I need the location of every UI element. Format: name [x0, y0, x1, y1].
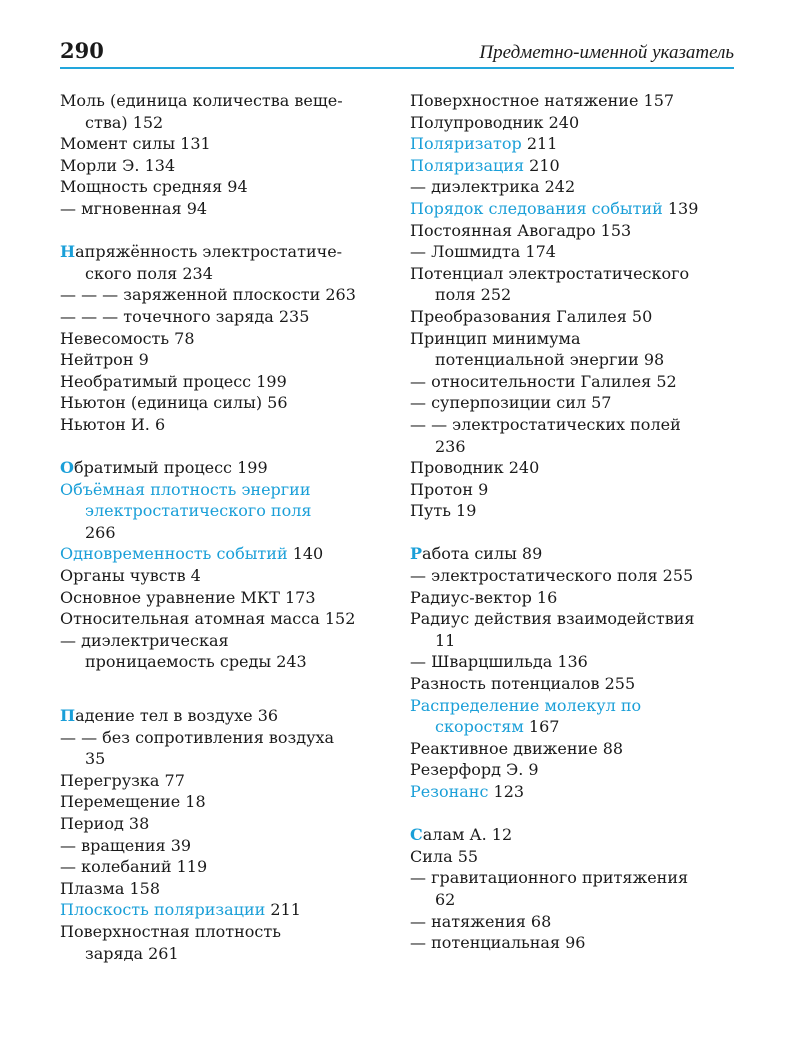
section-spacer — [410, 803, 740, 825]
index-entry — [410, 716, 740, 738]
highlighted-term: Объёмная плотность энергии — [60, 479, 311, 499]
index-entry — [410, 457, 740, 479]
section-spacer — [60, 436, 390, 458]
entry-text: Органы чувств 4 — [60, 566, 201, 586]
highlighted-term: Одновременность событий — [60, 544, 288, 564]
section-initial-letter: С — [410, 825, 423, 845]
entry-text: Поверхностное натяжение 157 — [410, 91, 675, 110]
entry-text: Полупроводник 240 — [410, 112, 580, 132]
entry-text: Проводник 240 — [410, 458, 540, 478]
entry-text: 211 — [265, 900, 301, 920]
entry-text: Поверхностная плотность — [60, 921, 281, 941]
index-entry — [60, 543, 390, 565]
entry-text: адение тел в воздухе 36 — [75, 706, 279, 726]
index-entry — [60, 198, 390, 220]
index-entry — [410, 565, 740, 587]
index-entry — [60, 943, 390, 965]
index-entry — [60, 522, 390, 544]
entry-text: алам А. 12 — [422, 825, 513, 845]
index-entry — [410, 543, 740, 565]
entry-text: проницаемость среды 243 — [85, 652, 307, 672]
highlighted-term: электростатического поля — [85, 501, 312, 521]
index-entry — [410, 587, 740, 609]
entry-text: потенциальной энергии 98 — [435, 350, 665, 370]
index-entry — [60, 921, 390, 943]
index-entry — [410, 133, 740, 155]
entry-text: 266 — [85, 522, 116, 542]
entry-text: — мгновенная 94 — [60, 198, 208, 218]
index-entry — [410, 436, 740, 458]
section-spacer — [60, 220, 390, 242]
index-entry — [410, 198, 740, 220]
entry-text: Ньютон И. 6 — [60, 414, 166, 434]
entry-text: 139 — [662, 198, 699, 218]
running-title: Предметно-именной указатель — [479, 42, 734, 63]
entry-text: 210 — [524, 155, 560, 175]
index-entry — [60, 856, 390, 878]
index-entry — [60, 133, 390, 155]
entry-text: — диэлектрика 242 — [410, 177, 576, 197]
entry-text: — — — заряженной плоскости 263 — [60, 285, 356, 305]
highlighted-term: Поляризатор — [410, 134, 522, 154]
entry-text: — вращения 39 — [60, 835, 192, 855]
index-entry — [410, 867, 740, 889]
entry-text: — Шварцшильда 136 — [410, 652, 588, 672]
entry-text: Постоянная Авогадро 153 — [410, 220, 632, 240]
entry-text: 11 — [435, 630, 456, 650]
entry-text: Резерфорд Э. 9 — [410, 760, 539, 780]
page-header — [60, 38, 734, 68]
index-entry — [60, 457, 390, 479]
highlighted-term: Поляризация — [410, 155, 525, 175]
index-entry — [60, 878, 390, 900]
entry-text: 62 — [435, 889, 456, 909]
entry-text: Протон 9 — [410, 479, 489, 499]
entry-text: Невесомость 78 — [60, 328, 195, 348]
index-entry — [410, 284, 740, 306]
index-entry — [410, 608, 740, 630]
index-entry — [410, 176, 740, 198]
entry-text: Период 38 — [60, 814, 150, 833]
index-entry — [410, 371, 740, 393]
index-entry — [60, 587, 390, 609]
index-entry — [60, 241, 390, 263]
index-entry — [410, 414, 740, 436]
index-entry — [60, 284, 390, 306]
index-entry — [60, 414, 390, 436]
highlighted-term: Плоскость поляризации — [60, 900, 266, 920]
entry-text: — Лошмидта 174 — [410, 242, 556, 262]
index-entry — [60, 263, 390, 285]
index-entry — [410, 630, 740, 652]
index-entry — [60, 608, 390, 630]
entry-text: Необратимый процесс 199 — [60, 371, 287, 391]
index-entry — [60, 813, 390, 835]
entry-text: 140 — [287, 544, 324, 564]
index-entry — [410, 500, 740, 522]
highlighted-term: Порядок следования событий — [410, 198, 663, 218]
index-entry — [410, 392, 740, 414]
section-initial-letter: О — [60, 458, 74, 478]
index-entry — [410, 306, 740, 328]
highlighted-term: скоростям — [435, 717, 524, 737]
entry-text: Радиус действия взаимодействия — [410, 609, 695, 629]
index-entry — [410, 932, 740, 954]
entry-text: Мощность средняя 94 — [60, 177, 248, 197]
entry-text: 123 — [488, 782, 525, 801]
entry-text: Реактивное движение 88 — [410, 738, 624, 758]
index-entry — [410, 889, 740, 911]
index-entry — [60, 727, 390, 749]
index-entry — [410, 112, 740, 134]
index-entry — [60, 306, 390, 328]
entry-text: Морли Э. 134 — [60, 155, 176, 175]
entry-text: Ньютон (единица силы) 56 — [60, 393, 288, 413]
entry-text: заряда 261 — [85, 943, 179, 963]
entry-text: 35 — [85, 749, 106, 769]
entry-text: ства) 152 — [85, 112, 164, 132]
entry-text: — относительности Галилея 52 — [410, 371, 677, 391]
index-column-right — [410, 90, 740, 954]
entry-text: Моль (единица количества веще- — [60, 91, 343, 110]
index-entry — [60, 155, 390, 177]
entry-text: Потенциал электростатического — [410, 263, 690, 283]
index-entry — [410, 911, 740, 933]
index-entry — [60, 500, 390, 522]
index-entry — [410, 155, 740, 177]
index-entry — [410, 241, 740, 263]
entry-text: — суперпозиции сил 57 — [410, 393, 612, 413]
index-entry — [410, 781, 740, 803]
entry-text: Принцип минимума — [410, 328, 581, 348]
index-entry — [60, 176, 390, 198]
entry-text: — колебаний 119 — [60, 857, 208, 877]
entry-text: поля 252 — [435, 285, 512, 305]
section-initial-letter: П — [60, 706, 76, 726]
entry-text: Разность потенциалов 255 — [410, 674, 636, 694]
index-entry — [410, 695, 740, 717]
highlighted-term: Распределение молекул по — [410, 695, 642, 715]
index-entry — [410, 328, 740, 350]
entry-text: 167 — [523, 717, 560, 737]
entry-text: братимый процесс 199 — [73, 458, 268, 478]
index-entry — [60, 630, 390, 652]
entry-text: Путь 19 — [410, 501, 477, 521]
index-entry — [410, 349, 740, 371]
index-entry — [60, 705, 390, 727]
entry-text: — гравитационного притяжения — [410, 868, 689, 888]
index-entry — [60, 392, 390, 414]
entry-text: — натяжения 68 — [410, 911, 552, 931]
index-entry — [410, 263, 740, 285]
entry-text: — — без сопротивления воздуха — [60, 727, 335, 747]
section-spacer — [410, 522, 740, 544]
entry-text: — диэлектрическая — [60, 630, 229, 650]
entry-text: Радиус-вектор 16 — [410, 587, 558, 607]
index-entry — [410, 220, 740, 242]
entry-text: Основное уравнение МКТ 173 — [60, 587, 316, 607]
index-entry — [60, 835, 390, 857]
index-entry — [60, 112, 390, 134]
entry-text: — потенциальная 96 — [410, 933, 586, 953]
entry-text: Перегрузка 77 — [60, 770, 185, 790]
header-rule — [60, 67, 734, 69]
index-entry — [410, 759, 740, 781]
index-column-left — [60, 90, 390, 964]
page-number: 290 — [60, 38, 104, 63]
entry-text: 211 — [521, 134, 558, 154]
index-entry — [410, 846, 740, 868]
index-entry — [60, 479, 390, 501]
index-entry — [60, 349, 390, 371]
entry-text: Перемещение 18 — [60, 792, 206, 812]
index-entry — [410, 479, 740, 501]
entry-text: — — — точечного заряда 235 — [60, 306, 310, 326]
index-entry — [60, 371, 390, 393]
entry-text: абота силы 89 — [422, 544, 543, 564]
index-entry — [410, 824, 740, 846]
section-initial-letter: Н — [60, 242, 76, 262]
index-entry — [60, 748, 390, 770]
entry-text: Сила 55 — [410, 846, 479, 866]
entry-text: — электростатического поля 255 — [410, 566, 694, 586]
index-entry — [60, 90, 390, 112]
index-entry — [60, 899, 390, 921]
index-entry — [60, 565, 390, 587]
section-initial-letter: Р — [410, 544, 423, 564]
entry-text: апряжённость электростатиче- — [75, 242, 343, 262]
index-entry — [410, 673, 740, 695]
index-entry — [60, 791, 390, 813]
entry-text: Момент силы 131 — [60, 134, 211, 154]
index-entry — [60, 328, 390, 350]
section-spacer — [60, 673, 390, 705]
entry-text: 236 — [435, 436, 466, 456]
index-entry — [60, 651, 390, 673]
index-entry — [410, 90, 740, 112]
entry-text: ского поля 234 — [85, 263, 213, 283]
entry-text: — — электростатических полей — [410, 414, 681, 434]
highlighted-term: Резонанс — [410, 782, 489, 801]
index-entry — [410, 738, 740, 760]
entry-text: Преобразования Галилея 50 — [410, 306, 653, 326]
index-entry — [410, 651, 740, 673]
entry-text: Нейтрон 9 — [60, 350, 149, 370]
entry-text: Относительная атомная масса 152 — [60, 609, 356, 629]
entry-text: Плазма 158 — [60, 878, 160, 898]
index-entry — [60, 770, 390, 792]
